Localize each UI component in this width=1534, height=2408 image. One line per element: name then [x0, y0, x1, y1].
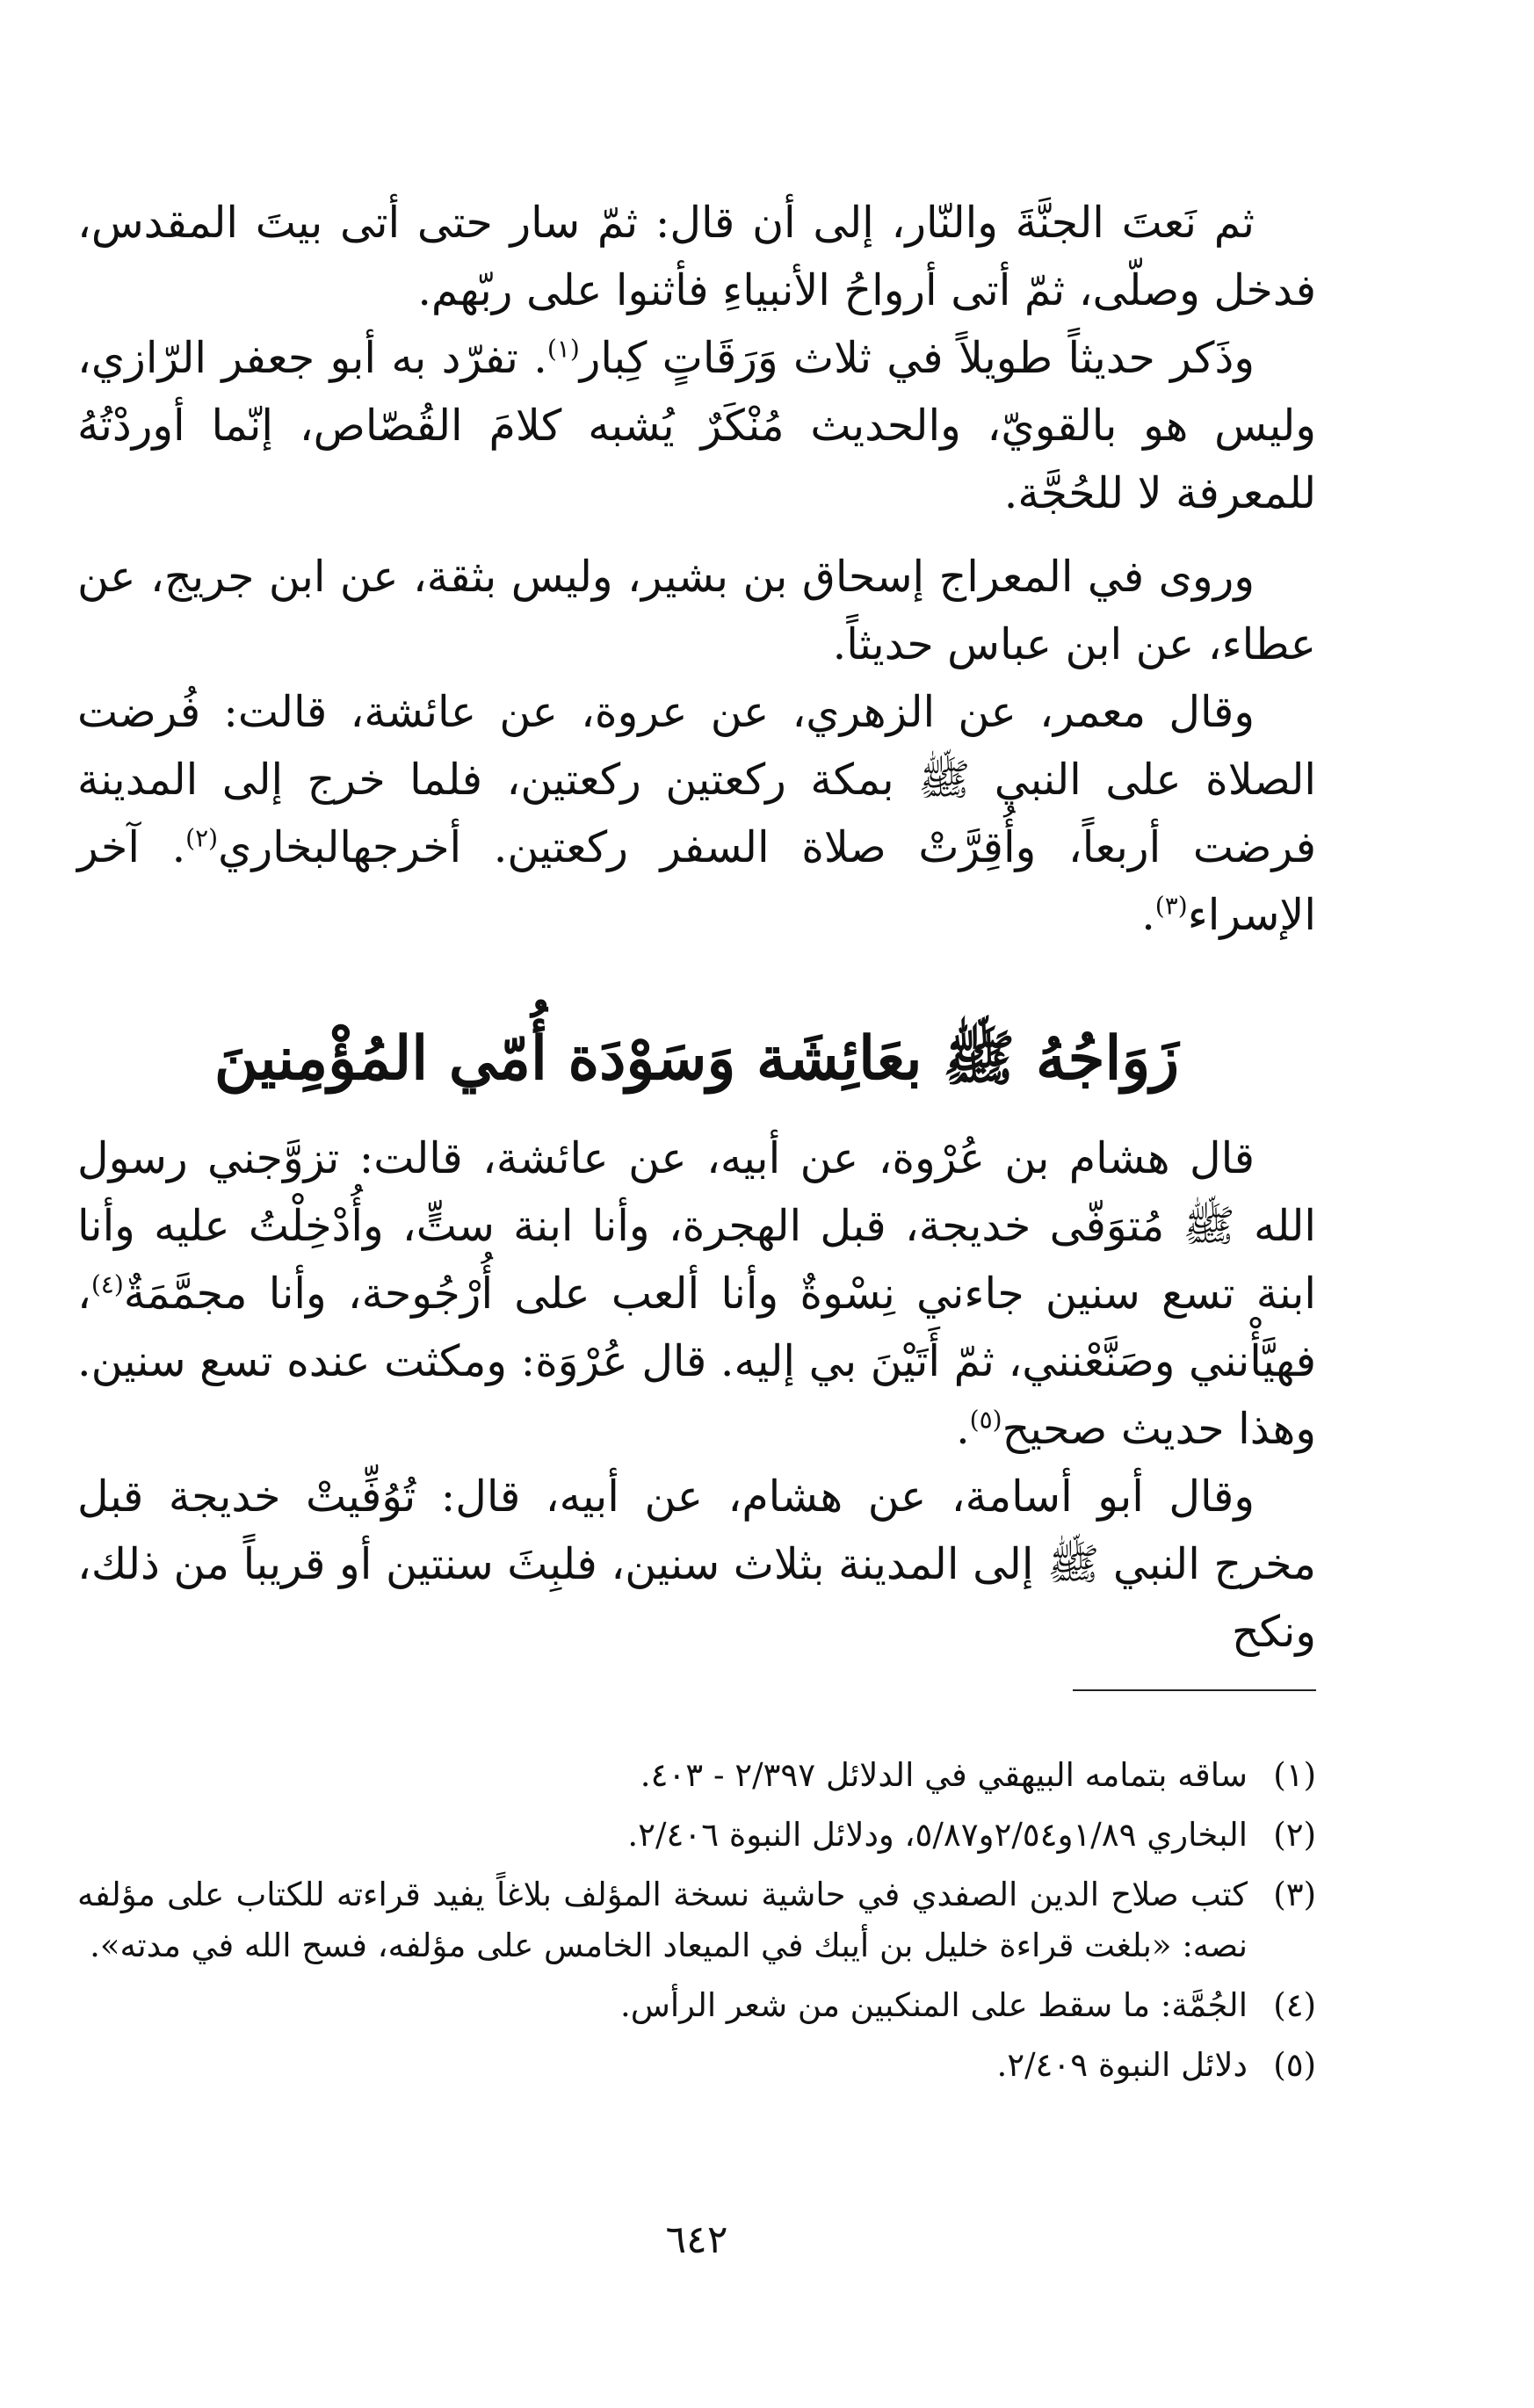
paragraph-1: [77, 189, 1316, 324]
footnote-number: (٣): [1273, 1876, 1316, 1913]
footnote-4: [77, 1980, 1316, 2031]
paragraph-2: [77, 324, 1316, 527]
paragraph-5-text-b: ، فهيَّأْنني وصَنَّعْنني، ثمّ أَتَيْنَ بي إليه. قال عُرْوَة: ومكثت عنده تسع سنين. وهذا حديث صحيح: [77, 1269, 1316, 1454]
paragraph-4: [77, 678, 1316, 949]
paragraph-5: [77, 1124, 1316, 1463]
footnote-number: (٥): [1273, 2046, 1316, 2084]
paragraph-2-text-b: . تفرّد به أبو جعفر الرّازي، وليس هو بالقويّ، والحديث مُنْكَرٌ يُشبه كلامَ القُصّاص، إنّما أوردْتُهُ للمعرفة لا للحُجَّة.: [77, 333, 1316, 518]
footnote-text: البخاري ١/٨٩و٢/٥٤و٥/٨٧، ودلائل النبوة ٢/٤٠٦.: [627, 1816, 1248, 1854]
paragraph-4-text-b: . آخر الإسراء: [77, 822, 1316, 940]
footnotes: [77, 1750, 1316, 2100]
footnote-2: [77, 1810, 1316, 1861]
footnote-ref-1[interactable]: (١): [546, 334, 580, 364]
book-page: [77, 0, 1316, 2408]
footnote-number: (٢): [1273, 1816, 1316, 1854]
footnote-1: [77, 1750, 1316, 1801]
footnote-ref-3[interactable]: (٣): [1154, 891, 1188, 921]
paragraph-4-text-a: وقال معمر، عن الزهري، عن عروة، عن عائشة، قالت: فُرضت الصلاة على النبي ﷺ بمكة ركعتين ركعتين، فلما خرج إلى المدينة فرضت أربعاً، وأُقِرَّتْ صلاة السفر ركعتين. أخرجهالبخاري: [77, 687, 1317, 872]
paragraph-6-text: وقال أبو أسامة، عن هشام، عن أبيه، قال: تُوُفِّيتْ خديجة قبل مخرج النبي ﷺ إلى المدينة بثلاث سنين، فلبِثَ سنتين أو قريباً من ذلك، ونكح: [77, 1472, 1316, 1657]
footnote-number: (٤): [1273, 1986, 1316, 2024]
paragraph-4-text-c: .: [1141, 890, 1155, 940]
paragraph-6: [77, 1463, 1316, 1666]
paragraph-3: [77, 543, 1316, 678]
main-text-lower: [77, 1124, 1316, 1666]
footnote-3: [77, 1869, 1316, 1971]
page-number: ٦٤٢: [665, 2217, 728, 2262]
footnote-ref-4[interactable]: (٤): [90, 1269, 124, 1299]
footnote-text: دلائل النبوة ٢/٤٠٩.: [996, 2046, 1248, 2084]
footnote-ref-5[interactable]: (٥): [969, 1405, 1002, 1435]
footnote-text: كتب صلاح الدين الصفدي في حاشية نسخة المؤلف بلاغاً يفيد قراءته للكتاب على مؤلفه نصه: «بلغت قراءة خليل بن أيبك في الميعاد الخامس على مؤلفه، فسح الله في مدته».: [77, 1876, 1248, 1964]
footnote-text: ساقه بتمامه البيهقي في الدلائل ٢/٣٩٧ - ٤٠٣.: [640, 1756, 1248, 1794]
paragraph-5-text-c: .: [956, 1404, 970, 1454]
footnote-ref-2[interactable]: (٢): [185, 823, 219, 853]
paragraph-5-text-a: قال هشام بن عُرْوة، عن أبيه، عن عائشة، قالت: تزوَّجني رسول الله ﷺ مُتوَفّى خديجة، قبل الهجرة، وأنا ابنة ستٍّ، وأُدْخِلْتُ عليه وأنا ابنة تسع سنين جاءني نِسْوةٌ وأنا ألعب على أُرْجُوحة، وأنا مجمَّمَةٌ: [77, 1133, 1316, 1319]
footnote-divider: [1073, 1689, 1316, 1691]
main-text-upper: [77, 189, 1316, 949]
footnote-number: (١): [1273, 1756, 1316, 1794]
paragraph-3-text: وروى في المعراج إسحاق بن بشير، وليس بثقة، عن ابن جريج، عن عطاء، عن ابن عباس حديثاً.: [77, 552, 1316, 669]
paragraph-2-text-a: وذَكر حديثاً طويلاً في ثلاث وَرَقَاتٍ كِبار: [579, 333, 1255, 383]
section-heading: زَوَاجُهُ ﷺ بعَائِشَة وَسَوْدَة أُمّي المُؤْمِنينَ: [213, 1023, 1180, 1094]
footnote-text: الجُمَّة: ما سقط على المنكبين من شعر الرأس.: [619, 1986, 1248, 2024]
footnote-5: [77, 2040, 1316, 2091]
paragraph-1-text: ثم نَعتَ الجنَّةَ والنّار، إلى أن قال: ثمّ سار حتى أتى بيتَ المقدس، فدخل وصلّى، ثمّ أتى أرواحُ الأنبياءِ فأثنوا على ربّهم.: [77, 198, 1316, 315]
